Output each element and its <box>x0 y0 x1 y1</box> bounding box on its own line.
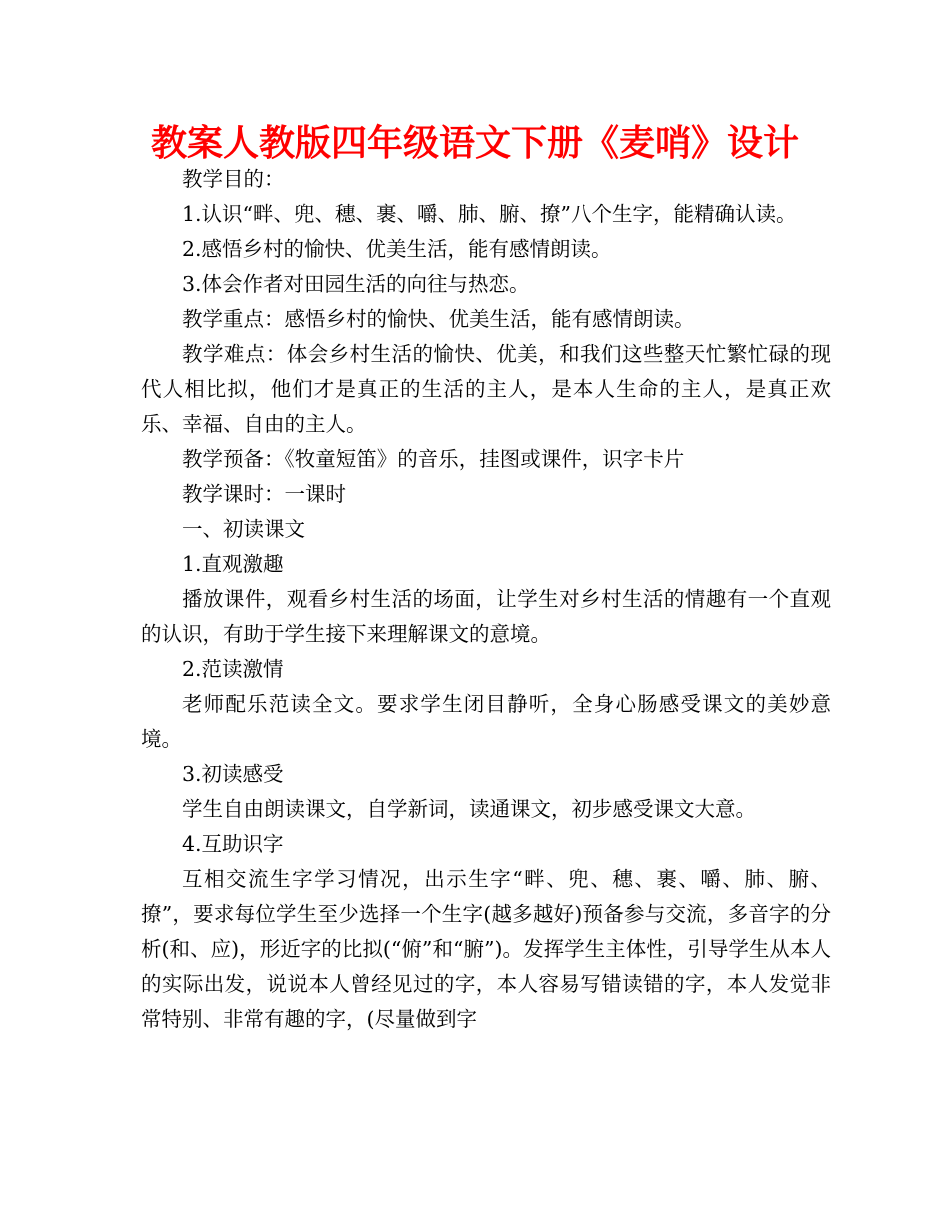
paragraph-teaching-goals-heading: 教学目的： <box>182 167 285 191</box>
document-body <box>141 162 831 1037</box>
paragraph-step-4-heading: 4.互助识字 <box>182 832 284 856</box>
paragraph-step-2-heading: 2.范读激情 <box>182 657 284 681</box>
paragraph-class-hours: 教学课时：一课时 <box>182 482 346 506</box>
paragraph-step-3-body: 学生自由朗读课文，自学新词，读通课文，初步感受课文大意。 <box>182 797 756 821</box>
paragraph-step-1-body: 播放课件，观看乡村生活的场面，让学生对乡村生活的情趣有一个直观的认识，有助于学生接下来理解课文的意境。 <box>141 587 831 646</box>
paragraph-goal-2: 2.感悟乡村的愉快、优美生活，能有感情朗读。 <box>182 237 612 261</box>
paragraph-step-2-body: 老师配乐范读全文。要求学生闭目静听，全身心肠感受课文的美妙意境。 <box>141 692 831 751</box>
paragraph-goal-3: 3.体会作者对田园生活的向往与热恋。 <box>182 272 530 296</box>
document-title: 教案人教版四年级语文下册《麦哨》设计 <box>150 123 799 164</box>
paragraph-goal-1: 1.认识“畔、兜、穗、裹、嚼、肺、腑、撩”八个生字，能精确认读。 <box>182 202 797 226</box>
paragraph-step-3-heading: 3.初读感受 <box>182 762 284 786</box>
paragraph-section-1-heading: 一、初读课文 <box>182 517 305 541</box>
paragraph-step-4-body: 互相交流生字学习情况，出示生字“畔、兜、穗、裹、嚼、肺、腑、撩”，要求每位学生至少选择一个生字(越多越好)预备参与交流，多音字的分析(和、应)，形近字的比拟(“俯”和“腑”)。发挥学生主体性，引导学生从本人的实际出发，说说本人曾经见过的字，本人容易写错读错的字，本人发觉非常特别、非常有趣的字，(尽量做到字 <box>141 867 831 1031</box>
paragraph-preparation: 教学预备：《牧童短笛》的音乐，挂图或课件，识字卡片 <box>182 447 685 471</box>
paragraph-difficulty: 教学难点：体会乡村生活的愉快、优美，和我们这些整天忙繁忙碌的现代人相比拟，他们才是真正的生活的主人，是本人生命的主人，是真正欢乐、幸福、自由的主人。 <box>141 342 831 436</box>
paragraph-key-point: 教学重点：感悟乡村的愉快、优美生活，能有感情朗读。 <box>182 307 695 331</box>
paragraph-step-1-heading: 1.直观激趣 <box>182 552 284 576</box>
